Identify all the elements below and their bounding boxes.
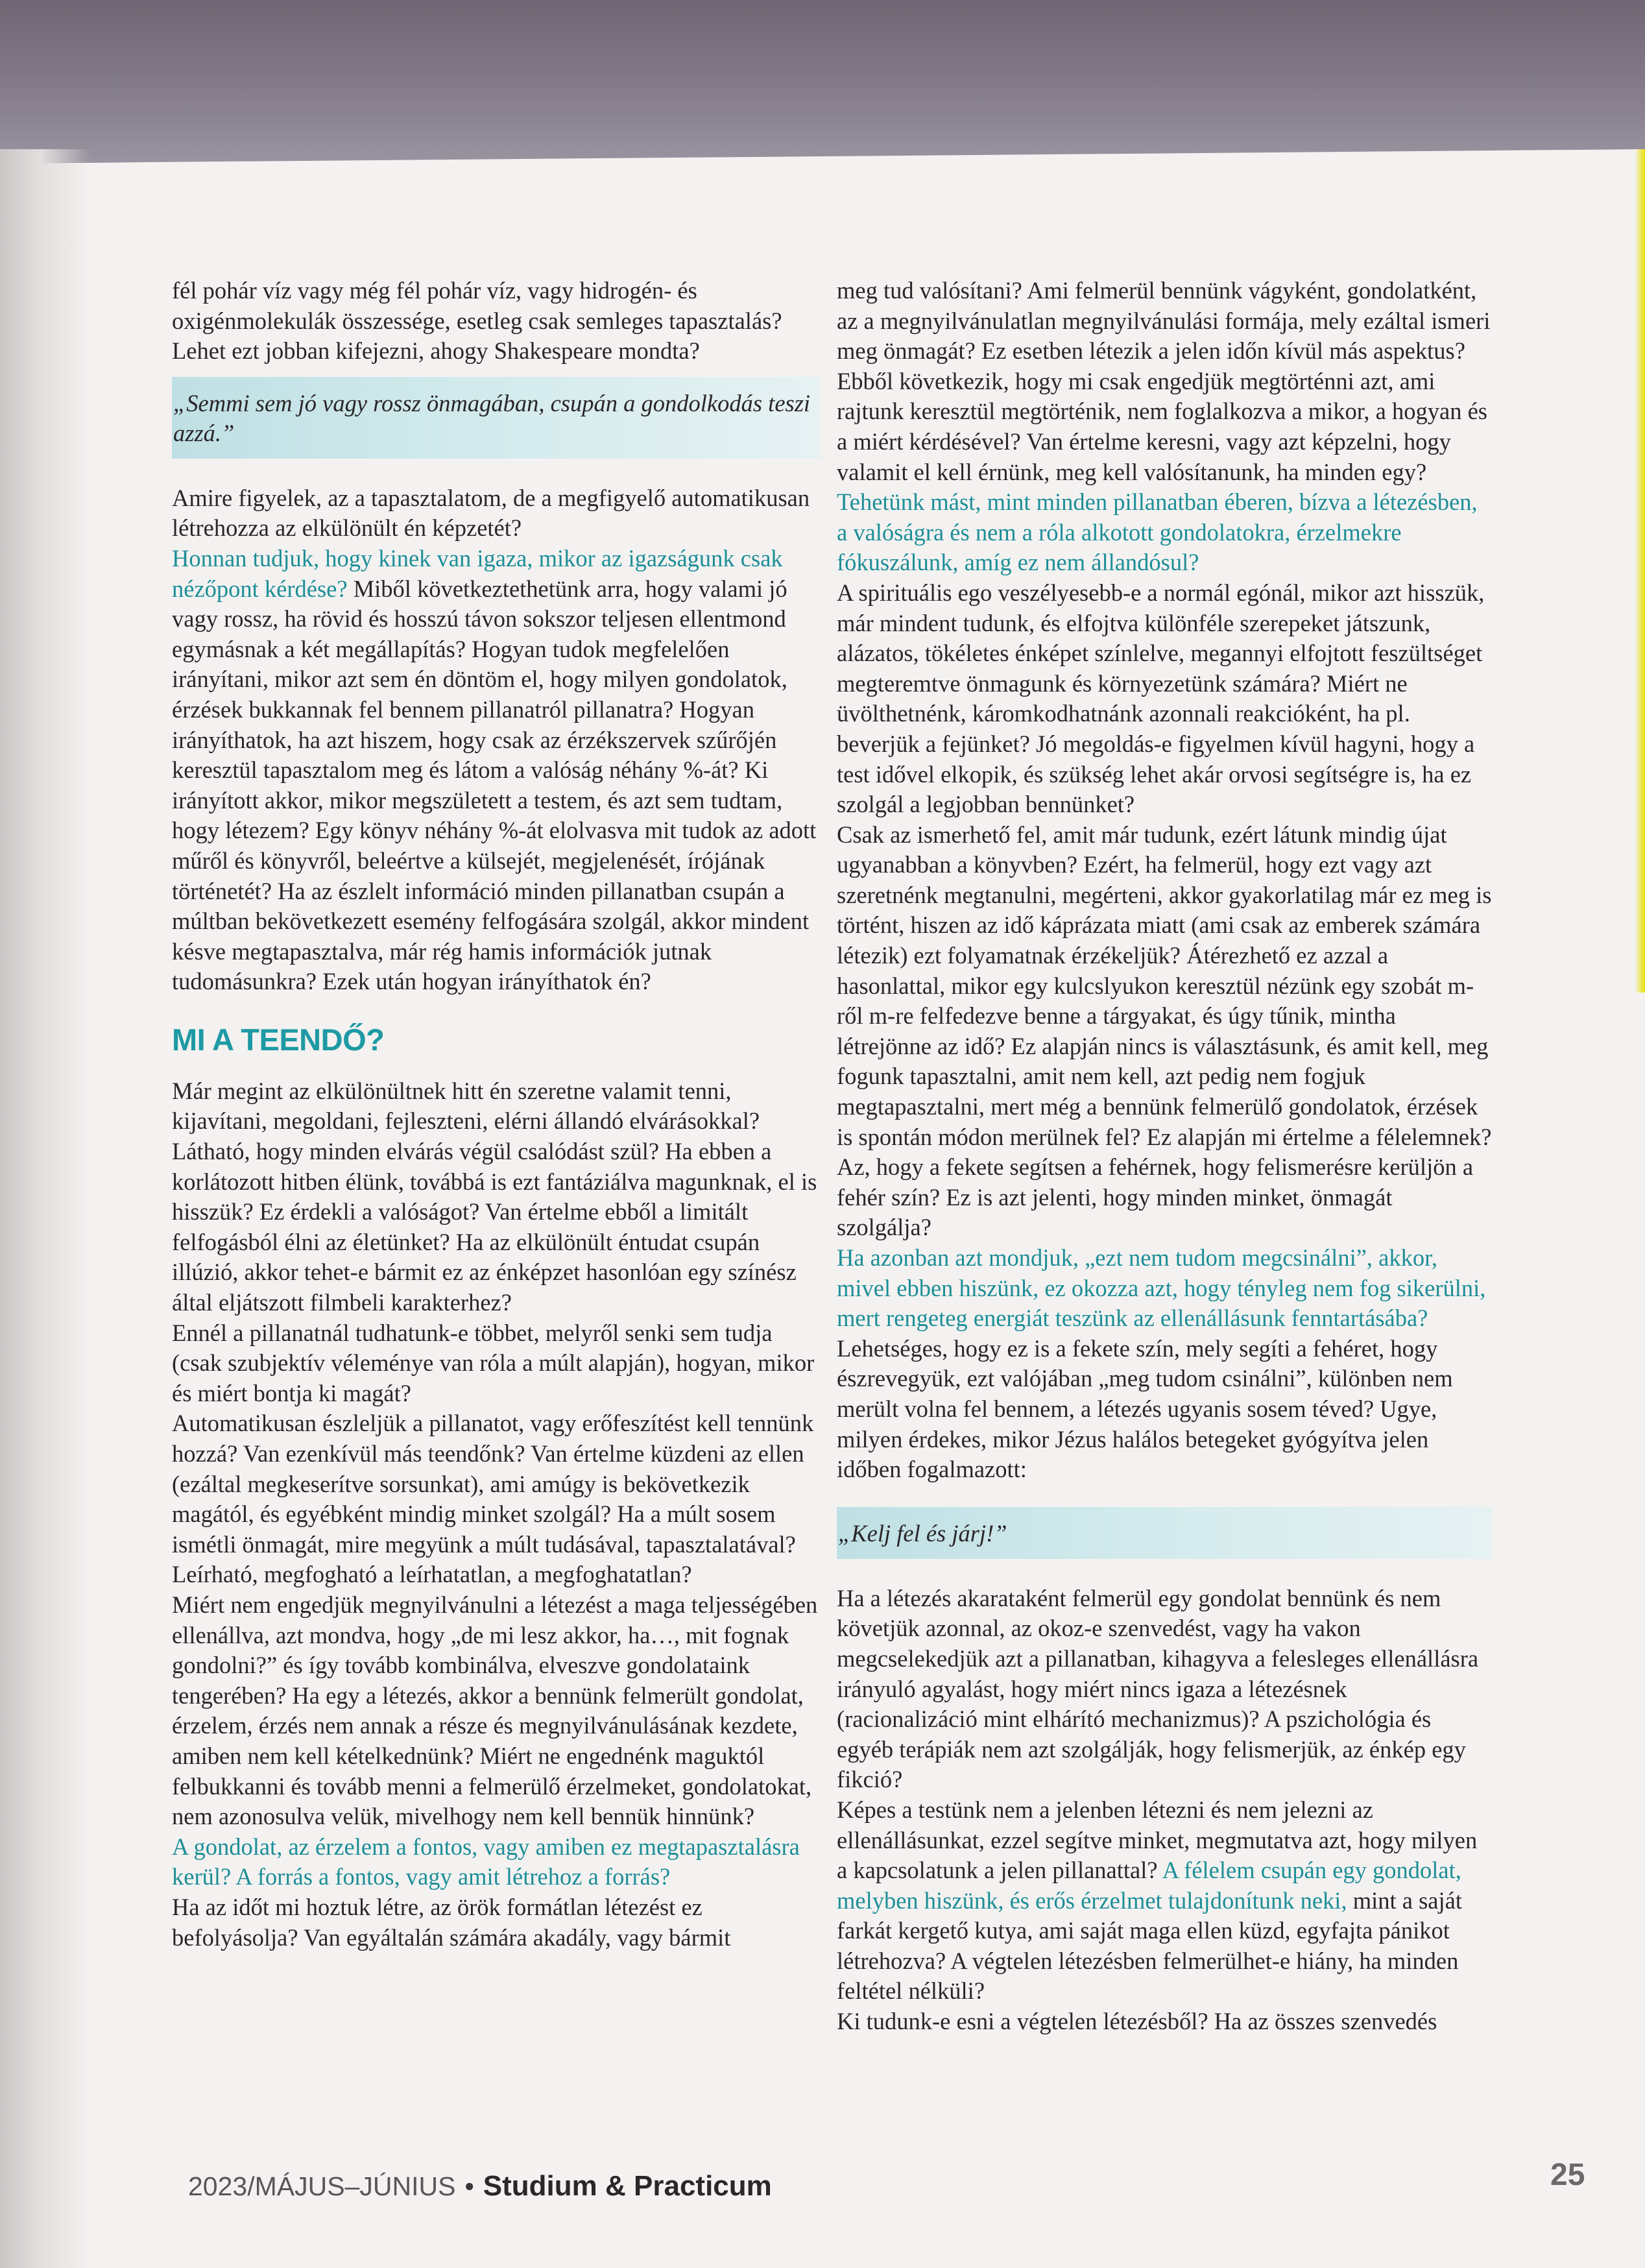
pull-quote: „Semmi sem jó vagy rossz önmagában, csupán a gondolkodás teszi azzá.” bbox=[172, 377, 821, 459]
pull-quote: „Kelj fel és járj!” bbox=[837, 1507, 1492, 1559]
section-heading: MI A TEENDŐ? bbox=[172, 1022, 385, 1057]
paragraph bbox=[837, 1243, 1492, 1485]
issue-date: 2023/MÁJUS–JÚNIUS bbox=[188, 2171, 456, 2201]
paragraph bbox=[172, 544, 821, 997]
next-page-edge bbox=[1635, 149, 1645, 993]
paragraph: meg tud valósítani? Ami felmerül bennünk vágyként, gondolatként, az a megnyilvánulatlan megnyilvánulási formája, mely ezáltal ismeri meg önmagát? Ez esetben létezik a jelen időn kívül más aspektus? Ebből következik, hogy mi csak engedjük megtörténni azt, ami rajtunk keresztül megtörténik, nem foglalkozva a mikor, a hogyan és a miért kérdésével? Van értelme keresni, vagy azt képzelni, hogy valamit el kell érnünk, meg kell valósítanunk, ha minden egy? bbox=[837, 277, 1491, 485]
highlighted-text: Ha azonban azt mondjuk, „ezt nem tudom megcsinálni”, akkor, mivel ebben hiszünk, ez okozza azt, hogy tényleg nem fog sikerülni, mert rengeteg energiát teszünk az ellenállásunk fenntartásába? bbox=[837, 1244, 1486, 1332]
paragraph: Csak az ismerhető fel, amit már tudunk, ezért látunk mindig újat ugyanabban a könyvben? Ezért, ha felmerül, hogy ezt vagy azt szeretnénk megtanulni, megérteni, akkor gyakorlatilag már ez meg is történt, hiszen az idő káprázata miatt (ami csak az emberek számára létezik) ezt folyamatnak érzékeljük? Átérezhető ez azzal a hasonlattal, mikor egy kulcslyukon keresztül nézünk egy szobát m-ről m-re felfedezve benne a tárgyakat, és úgy tűnik, mintha létrejönne az idő? Ez alapján nincs is választásunk, és amit kell, meg fogunk tapasztalni, amit nem kell, azt pedig nem fogjuk megtapasztalni, mert még a bennünk felmerülő gondolatok, érzések is spontán módon merülnek fel? Ez alapján mi értelme a félelemnek? Az, hogy a fekete segítsen a fehérnek, hogy felismerésre kerüljön a fehér szín? Ez is azt jelenti, hogy minden minket, önmagát szolgálja? bbox=[837, 821, 1492, 1241]
page-spine-shadow bbox=[0, 149, 91, 2268]
paragraph: A spirituális ego veszélyesebb-e a normál egónál, mikor azt hisszük, már mindent tudunk, és elfojtva különféle szerepeket játszunk, alázatos, tökéletes énképet színlelve, megannyi elfojtott feszültséget megteremtve önmagunk és környezetünk számára? Miért ne üvölthetnénk, káromkodhatnánk azonnali reakcióként, ha pl. beverjük a fejünket? Jó megoldás-e figyelmen kívül hagyni, hogy a test idővel elkopik, és szükség lehet akár orvosi segítségre is, ha ez szolgál a legjobban bennünket? bbox=[837, 579, 1485, 818]
background-surface bbox=[0, 0, 1645, 162]
page-number: 25 bbox=[1550, 2158, 1585, 2192]
paragraph: Ha az időt mi hoztuk létre, az örök formátlan létezést ez befolyásolja? Van egyáltalán számára akadály, vagy bármit bbox=[172, 1893, 731, 1951]
paragraph: Amire figyelek, az a tapasztalatom, de a megfigyelő automatikusan létrehozza az elkülönült én képzetét? bbox=[172, 484, 810, 542]
highlighted-text: Honnan tudjuk, hogy kinek van igaza, mikor az igazságunk csak nézőpont kérdése? bbox=[172, 544, 783, 602]
paragraph: fél pohár víz vagy még fél pohár víz, vagy hidrogén- és oxigénmolekulák összessége, esetleg csak semleges tapasztalás? Lehet ezt jobban kifejezni, ahogy Shakespeare mondta? bbox=[172, 277, 782, 365]
page-footer bbox=[188, 2170, 772, 2202]
paragraph-text: Képes a testünk nem a jelenben létezni és nem jelezni az ellenállásunkat, ezzel segítve minket, megmutatva azt, hogy milyen a kapcsolatunk a jelen pillanattal? bbox=[837, 1796, 1478, 1884]
paragraph: Ha a létezés akarataként felmerül egy gondolat bennünk és nem követjük azonnal, az okoz-e szenvedést, vagy ha vakon megcselekedjük azt a pillanatban, kihagyva a felesleges ellenállásra irányuló agyalást, hogy miért nincs igaza a létezésnek (racionalizáció mint elhárító mechanizmus)? A pszichológia és egyéb terápiák nem azt szolgálják, hogy felismerjük, az énkép egy fikció? bbox=[837, 1584, 1479, 1793]
paragraph-text: mint a saját farkát kergető kutya, ami saját maga ellen küzd, egyfajta pánikot létrehozva? A végtelen létezésben felmerülhet-e hiány, ha minden feltétel nélküli? bbox=[837, 1887, 1462, 2005]
paragraph: Már megint az elkülönültnek hitt én szeretne valamit tenni, kijavítani, megoldani, fejleszteni, elérni állandó elvárásokkal? Látható, hogy minden elvárás végül csalódást szül? Ha ebben a korlátozott hitben élünk, továbbá is ezt fantáziálva magunknak, el is hisszük? Ez érdekli a valóságot? Van értelme ebből a limitált felfogásból élni az életünket? Ha az elkülönült éntudat csupán illúzió, akkor tehet-e bármit ez az énképzet hasonlóan egy színész által eljátszott filmbeli karakterhez? bbox=[172, 1077, 817, 1316]
paragraph bbox=[837, 1795, 1492, 2007]
magazine-title: Studium & Practicum bbox=[483, 2170, 772, 2202]
paragraph-text: Miből következtethetünk arra, hogy valami jó vagy rossz, ha rövid és hosszú távon sokszor teljesen ellentmond egymásnak a két megállapítás? Hogyan tudok megfelelően irányítani, mikor azt sem én döntöm el, hogy milyen gondolatok, érzések bukkannak fel bennem pillanatról pillanatra? Hogyan irányíthatok, ha azt hiszem, hogy csak az érzékszervek szűrőjén keresztül tapasztalom meg és látom a valóság néhány %-át? Ki irányított akkor, mikor megszületett a testem, és azt sem tudtam, hogy létezem? Egy könyv néhány %-át elolvasva mit tudok az adott műről és könyvről, beleértve a külsejét, megjelenését, írójának történetét? Ha az észlelt információ minden pillanatban csupán a múltban bekövetkezett esemény felfogására szolgál, akkor mindent késve megtapasztalva, már rég hamis információk jutnak tudomásunkra? Ezek után hogyan irányíthatok én? bbox=[172, 575, 817, 995]
paragraph-text: Lehetséges, hogy ez is a fekete szín, mely segíti a fehéret, hogy észrevegyük, ezt valójában „meg tudom csinálni”, különben nem merült volna fel bennem, a létezés ugyanis sosem téved? Ugye, milyen érdekes, mikor Jézus halálos betegeket gyógyítva jelen időben fogalmazott: bbox=[837, 1334, 1453, 1483]
paragraph: Automatikusan észleljük a pillanatot, vagy erőfeszítést kell tennünk hozzá? Van ezenkívül más teendőnk? Van értelme küzdeni az ellen (ezáltal megkeserítve sorsunkat), ami amúgy is bekövetkezik magától, és egyébként mindig minket szolgál? Ha a múlt sosem ismétli önmagát, mire megyünk a múlt tudásával, tapasztalatával? Leírható, megfogható a leírhatatlan, a megfoghatatlan? bbox=[172, 1410, 814, 1588]
paragraph: Ki tudunk-e esni a végtelen létezésből? Ha az összes szenvedés bbox=[837, 2008, 1437, 2035]
right-column bbox=[837, 276, 1492, 2092]
highlighted-text: A félelem csupán egy gondolat, melyben hiszünk, és erős érzelmet tulajdonítunk neki, bbox=[837, 1857, 1461, 1914]
left-column bbox=[172, 276, 821, 2092]
highlighted-paragraph: A gondolat, az érzelem a fontos, vagy amiben ez megtapasztalásra kerül? A forrás a fontos, vagy amit létrehoz a forrás? bbox=[172, 1833, 800, 1890]
paragraph: Miért nem engedjük megnyilvánulni a létezést a maga teljességében ellenállva, azt mondva, hogy „de mi lesz akkor, ha…, mit fognak gondolni?” és így tovább kombinálva, elveszve gondolataink tengerében? Ha egy a létezés, akkor a bennünk felmerült gondolat, érzelem, érzés nem annak a része és megnyilvánulásának kezdete, amiben nem kell kételkednünk? Miért ne engednénk maguktól felbukkanni és tovább menni a felmerülő érzelmeket, gondolatokat, nem azonosulva velük, mivelhogy nem kell bennük hinnünk? bbox=[172, 1591, 818, 1830]
separator-bullet: • bbox=[464, 2171, 474, 2201]
paragraph: Ennél a pillanatnál tudhatunk-e többet, melyről senki sem tudja (csak szubjektív véleménye van róla a múlt alapján), hogyan, mikor és miért bontja ki magát? bbox=[172, 1319, 815, 1406]
highlighted-paragraph: Tehetünk mást, mint minden pillanatban éberen, bízva a létezésben, a valóságra és nem a róla alkotott gondolatokra, érzelmekre fókuszálunk, amíg ez nem állandósul? bbox=[837, 489, 1478, 576]
